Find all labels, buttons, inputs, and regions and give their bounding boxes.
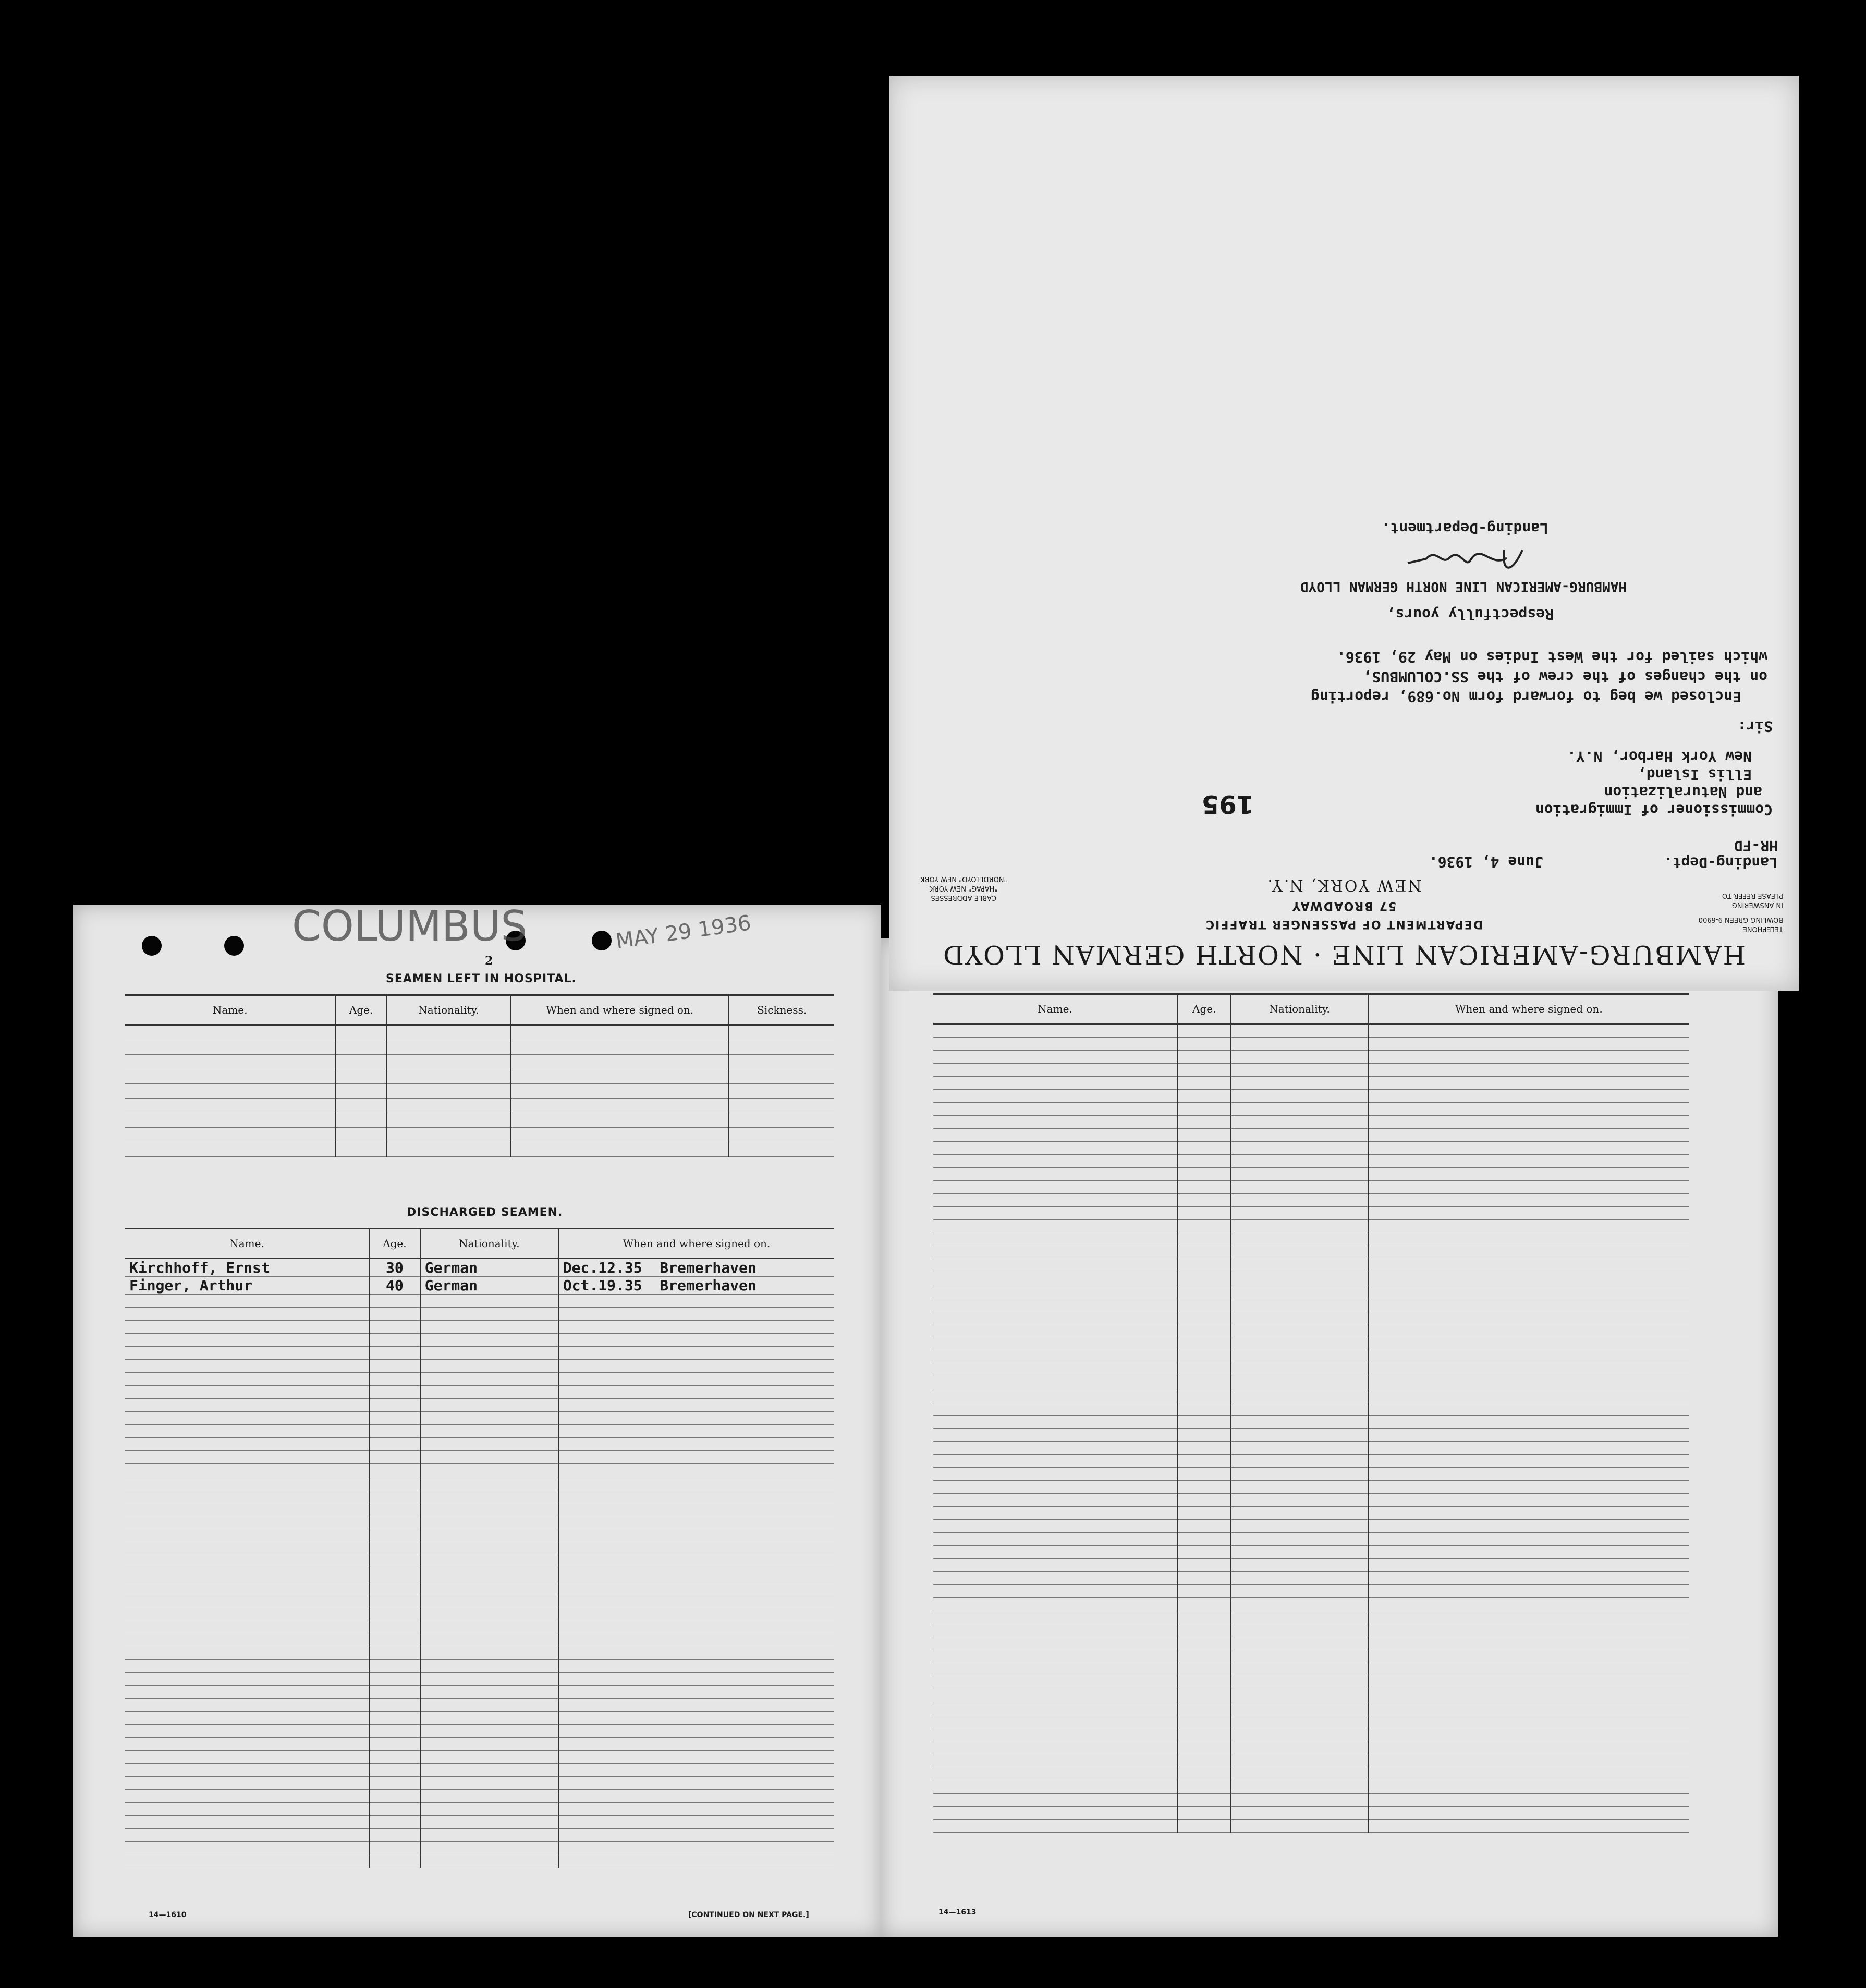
blank-row xyxy=(933,1546,1689,1559)
closing: Respectfully yours, xyxy=(1386,606,1554,623)
table-row xyxy=(125,1069,834,1084)
blank-row xyxy=(125,1529,834,1542)
table-row xyxy=(125,1099,834,1113)
table-row xyxy=(125,1259,834,1277)
blank-row xyxy=(125,1347,834,1360)
blank-row xyxy=(933,1129,1689,1142)
answering-label: IN ANSWERING xyxy=(1731,901,1783,909)
discharged-section-title: DISCHARGED SEAMEN. xyxy=(407,1206,563,1219)
seaman-age: 40 xyxy=(369,1277,420,1295)
blank-row xyxy=(125,1386,834,1399)
blank-row xyxy=(125,1686,834,1699)
blank-row xyxy=(125,1646,834,1660)
blank-row xyxy=(125,1777,834,1790)
blank-row xyxy=(933,1363,1689,1376)
blank-row xyxy=(125,1438,834,1451)
continuation-header-signed-on: When and where signed on. xyxy=(1368,994,1689,1024)
blank-row xyxy=(933,1520,1689,1533)
blank-row xyxy=(933,1702,1689,1715)
blank-row xyxy=(933,1207,1689,1220)
blank-row xyxy=(933,1090,1689,1103)
hospital-section-title: SEAMEN LEFT IN HOSPITAL. xyxy=(386,972,577,985)
telephone-label: TELEPHONE xyxy=(1742,925,1783,933)
hospital-header-signed-on: When and where signed on. xyxy=(510,995,729,1025)
punch-hole xyxy=(592,931,612,950)
hospital-header-age: Age. xyxy=(335,995,386,1025)
page-number: 2 xyxy=(485,954,493,968)
blank-row xyxy=(125,1699,834,1712)
blank-row xyxy=(933,1807,1689,1820)
blank-row xyxy=(125,1568,834,1581)
blank-row xyxy=(933,1689,1689,1702)
blank-row xyxy=(933,1741,1689,1754)
discharged-header-age: Age. xyxy=(369,1229,420,1259)
blank-row xyxy=(933,1767,1689,1780)
telephone-number: BOWLING GREEN 9-6900 xyxy=(1698,916,1783,923)
reference-dept: Landing-Dept. xyxy=(1663,854,1778,871)
blank-row xyxy=(933,1754,1689,1767)
discharged-header-name: Name. xyxy=(125,1229,369,1259)
blank-row xyxy=(933,1650,1689,1663)
punch-hole xyxy=(224,936,244,956)
blank-row xyxy=(125,1321,834,1334)
handwritten-signature xyxy=(1392,537,1528,579)
punch-hole xyxy=(142,936,162,956)
blank-row xyxy=(125,1503,834,1516)
blank-row xyxy=(933,1442,1689,1455)
hospital-header-nationality: Nationality. xyxy=(387,995,510,1025)
blank-row xyxy=(933,1038,1689,1051)
blank-row xyxy=(933,1585,1689,1598)
blank-row xyxy=(933,1272,1689,1285)
signature-department: Landing-Department. xyxy=(1381,520,1548,537)
form-code: 14—1613 xyxy=(938,1908,977,1917)
blank-row xyxy=(125,1425,834,1438)
table-row xyxy=(125,1128,834,1142)
seaman-nationality: German xyxy=(420,1259,558,1277)
letterhead-department: DEPARTMENT OF PASSENGER TRAFFIC xyxy=(1204,918,1483,931)
blank-row xyxy=(933,1429,1689,1442)
continuation-header-age: Age. xyxy=(1177,994,1231,1024)
blank-row xyxy=(125,1477,834,1490)
signed-on-place: Bremerhaven xyxy=(660,1259,757,1276)
blank-row xyxy=(125,1764,834,1777)
signed-on-date: Oct.19.35 xyxy=(563,1277,642,1294)
discharged-header-signed-on: When and where signed on. xyxy=(558,1229,834,1259)
blank-row xyxy=(933,1077,1689,1090)
blank-row xyxy=(933,1481,1689,1494)
continuation-header-name: Name. xyxy=(933,994,1177,1024)
body-line: Enclosed we beg to forward form No.689, reporting xyxy=(1310,688,1741,705)
blank-row xyxy=(125,1803,834,1816)
blank-row xyxy=(933,1663,1689,1676)
refer-label: PLEASE REFER TO xyxy=(1722,892,1783,899)
date-stamp: MAY 29 1936 xyxy=(614,911,753,954)
blank-row xyxy=(125,1855,834,1868)
blank-row xyxy=(125,1816,834,1829)
blank-row xyxy=(933,1728,1689,1741)
letterhead-address: 57 BROADWAY xyxy=(1291,899,1397,912)
table-row xyxy=(125,1025,834,1040)
blank-row xyxy=(125,1334,834,1347)
seaman-nationality: German xyxy=(420,1277,558,1295)
body-line: on the changes of the crew of the SS.COLUMBUS, xyxy=(1363,668,1767,686)
reference-code: HR-FD xyxy=(1734,837,1778,855)
blank-row xyxy=(933,1676,1689,1689)
table-row xyxy=(125,1113,834,1128)
hospital-header-name: Name. xyxy=(125,995,335,1025)
blank-row xyxy=(933,1416,1689,1429)
telephone-block xyxy=(1699,891,1783,933)
continuation-header-nationality: Nationality. xyxy=(1231,994,1368,1024)
blank-row xyxy=(125,1725,834,1738)
blank-row xyxy=(933,1285,1689,1298)
cover-letter xyxy=(889,76,1799,991)
discharged-header-nationality: Nationality. xyxy=(420,1229,558,1259)
hospital-header-sickness: Sickness. xyxy=(729,995,834,1025)
blank-row xyxy=(933,1455,1689,1468)
blank-row xyxy=(933,1116,1689,1129)
blank-row xyxy=(933,1298,1689,1311)
addressee-line: New York Harbor, N.Y. xyxy=(1567,748,1752,765)
blank-row xyxy=(933,1220,1689,1233)
blank-row xyxy=(933,1715,1689,1728)
blank-row xyxy=(933,1468,1689,1481)
blank-row xyxy=(933,1259,1689,1272)
blank-row xyxy=(125,1542,834,1555)
ship-name-stamp: COLUMBUS xyxy=(292,902,528,950)
seaman-age: 30 xyxy=(369,1259,420,1277)
body-line: which sailed for the West Indies on May 29, 1936. xyxy=(1336,649,1767,666)
blank-row xyxy=(125,1490,834,1503)
blank-row xyxy=(933,1324,1689,1337)
blank-row xyxy=(125,1308,834,1321)
table-row xyxy=(125,1084,834,1099)
blank-row xyxy=(125,1399,834,1412)
letterhead-company: HAMBURG-AMERICAN LINE · NORTH GERMAN LLOYD xyxy=(942,940,1746,970)
blank-row xyxy=(933,1389,1689,1402)
blank-row xyxy=(125,1581,834,1594)
form-code: 14—1610 xyxy=(149,1911,187,1919)
blank-row xyxy=(933,1194,1689,1207)
letterhead-city: NEW YORK, N.Y. xyxy=(1266,876,1422,894)
blank-row xyxy=(933,1637,1689,1650)
blank-row xyxy=(933,1181,1689,1194)
blank-row xyxy=(125,1829,834,1842)
blank-row xyxy=(933,1611,1689,1624)
blank-row xyxy=(933,1794,1689,1807)
blank-row xyxy=(125,1594,834,1607)
continued-note: [CONTINUED ON NEXT PAGE.] xyxy=(688,1911,809,1919)
addressee-line: and Naturalization xyxy=(1604,784,1762,801)
reference-block xyxy=(1664,837,1778,871)
cable-hapag: "HAPAG" NEW YORK xyxy=(930,884,998,892)
blank-row xyxy=(933,1572,1689,1585)
blank-row xyxy=(125,1373,834,1386)
cable-nordlloyd: "NORDLLOYD" NEW YORK xyxy=(920,875,1007,883)
cable-label: CABLE ADDRESSES xyxy=(931,894,997,901)
addressee-line: Commissioner of Immigration xyxy=(1535,801,1773,819)
blank-row xyxy=(125,1451,834,1464)
blank-row xyxy=(125,1738,834,1751)
blank-row xyxy=(933,1051,1689,1064)
blank-row xyxy=(933,1376,1689,1389)
document-number: 195 xyxy=(1201,789,1254,819)
letter-body xyxy=(1311,647,1767,706)
blank-row xyxy=(933,1350,1689,1363)
blank-row xyxy=(933,1337,1689,1350)
blank-row xyxy=(125,1633,834,1646)
blank-row xyxy=(125,1660,834,1673)
cable-block xyxy=(920,874,1007,902)
blank-row xyxy=(933,1155,1689,1168)
table-row xyxy=(125,1055,834,1069)
seaman-name: Kirchhoff, Ernst xyxy=(125,1259,369,1277)
blank-row xyxy=(933,1103,1689,1116)
hospital-table xyxy=(125,994,834,1157)
blank-row xyxy=(933,1598,1689,1611)
right-form-page xyxy=(881,938,1778,1937)
blank-row xyxy=(933,1246,1689,1259)
blank-row xyxy=(125,1412,834,1425)
seaman-name: Finger, Arthur xyxy=(125,1277,369,1295)
addressee-block xyxy=(1535,748,1773,819)
blank-row xyxy=(933,1494,1689,1507)
blank-row xyxy=(125,1295,834,1308)
blank-row xyxy=(933,1624,1689,1637)
blank-row xyxy=(933,1507,1689,1520)
blank-row xyxy=(125,1751,834,1764)
blank-row xyxy=(125,1555,834,1568)
blank-row xyxy=(933,1402,1689,1416)
blank-row xyxy=(125,1842,834,1855)
continuation-table xyxy=(933,993,1689,1833)
signed-on-date: Dec.12.35 xyxy=(563,1259,642,1276)
blank-row xyxy=(125,1516,834,1529)
letter-date: June 4, 1936. xyxy=(1429,853,1543,871)
table-row xyxy=(125,1142,834,1157)
signature-company: HAMBURG-AMERICAN LINE NORTH GERMAN LLOYD xyxy=(1300,579,1627,594)
blank-row xyxy=(933,1064,1689,1077)
blank-row xyxy=(933,1559,1689,1572)
blank-row xyxy=(933,1233,1689,1246)
blank-row xyxy=(933,1142,1689,1155)
blank-row xyxy=(125,1712,834,1725)
left-form-page xyxy=(73,902,881,1937)
table-row xyxy=(125,1040,834,1055)
discharged-table xyxy=(125,1228,834,1868)
blank-row xyxy=(933,1820,1689,1833)
addressee-line: Ellis Island, xyxy=(1637,766,1752,783)
seaman-signed-on xyxy=(558,1277,834,1295)
blank-row xyxy=(125,1790,834,1803)
blank-row xyxy=(125,1620,834,1633)
blank-row xyxy=(933,1024,1689,1038)
blank-row xyxy=(125,1360,834,1373)
blank-row xyxy=(933,1311,1689,1324)
blank-row xyxy=(125,1607,834,1620)
blank-row xyxy=(933,1780,1689,1794)
table-row xyxy=(125,1277,834,1295)
blank-row xyxy=(125,1464,834,1477)
signed-on-place: Bremerhaven xyxy=(660,1277,757,1294)
salutation: Sir: xyxy=(1737,718,1773,735)
blank-row xyxy=(933,1533,1689,1546)
blank-row xyxy=(125,1673,834,1686)
seaman-signed-on xyxy=(558,1259,834,1277)
blank-row xyxy=(933,1168,1689,1181)
